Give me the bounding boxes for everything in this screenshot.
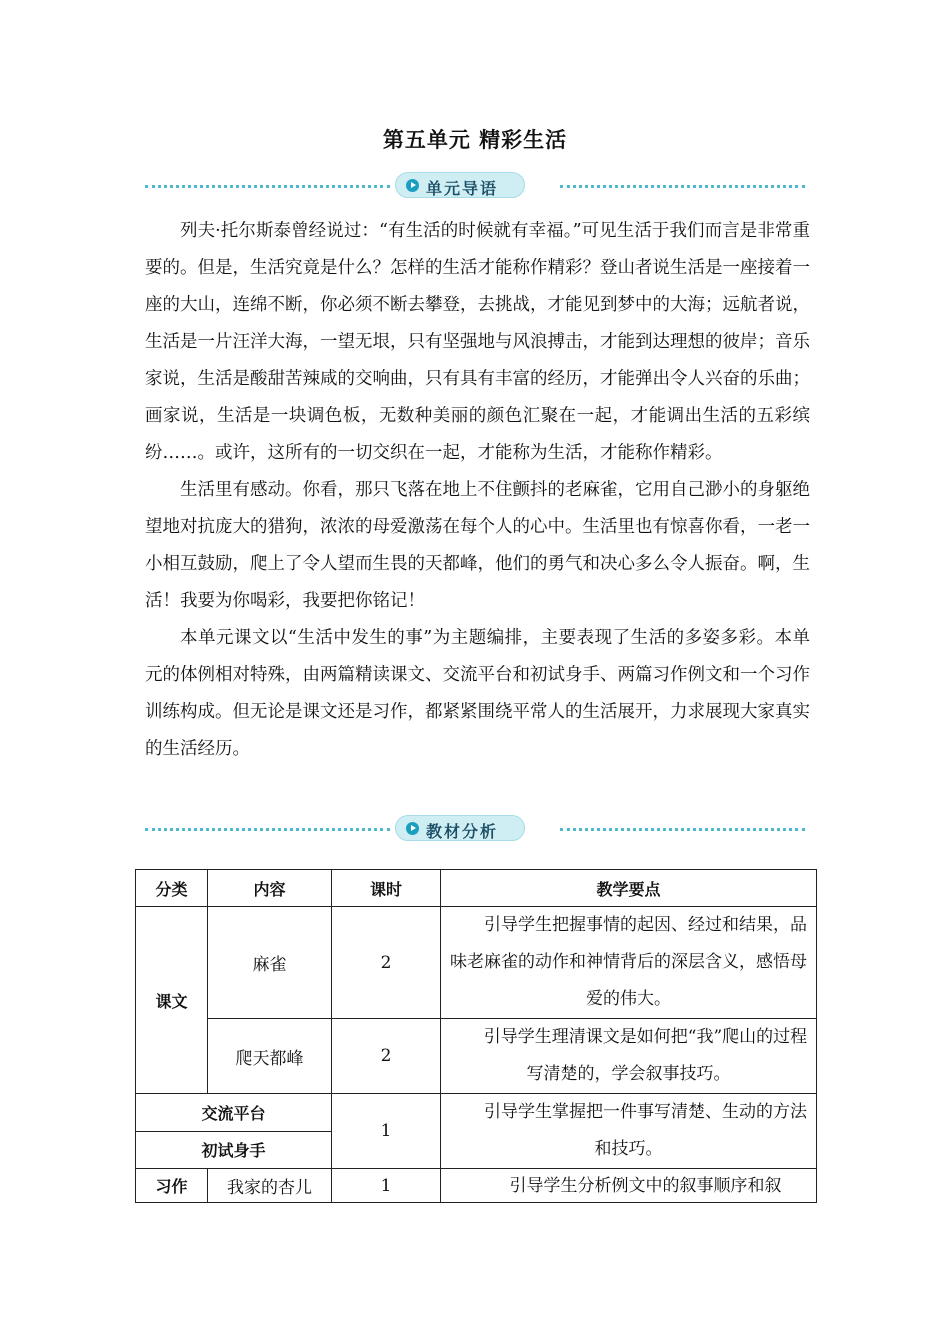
content-cell: 初试身手 [136, 1131, 332, 1169]
section-pill [395, 815, 525, 841]
analysis-table [135, 869, 817, 1203]
hours-cell: 1 [332, 1094, 441, 1169]
header-points: 教学要点 [441, 870, 817, 907]
hours-cell: 2 [332, 1019, 441, 1094]
arrow-right-icon [406, 179, 419, 192]
content-cell: 我家的杏儿 [208, 1169, 332, 1203]
points-text: 引导学生掌握把一件事写清楚、生动的方法和技巧。 [484, 1102, 807, 1159]
points-text: 引导学生把握事情的起因、经过和结果，品味老麻雀的动作和神情背后的深层含义，感悟母爱的伟大。 [450, 915, 807, 1009]
points-cell [441, 1169, 817, 1203]
points-cell [441, 1019, 817, 1094]
section-label: 教材分析 [426, 822, 499, 841]
dotted-divider [560, 185, 805, 188]
dotted-divider [145, 828, 390, 831]
category-cell: 课文 [136, 907, 208, 1094]
header-category: 分类 [136, 870, 208, 907]
header-hours: 课时 [332, 870, 441, 907]
table-header-row [136, 870, 817, 907]
hours-cell: 2 [332, 907, 441, 1019]
section-header-intro [145, 171, 805, 201]
page-title: 第五单元 精彩生活 [382, 128, 568, 152]
paragraph: 列夫·托尔斯泰曾经说过：“有生活的时候就有幸福。”可见生活于我们而言是非常重要的。但是，生活究竟是什么？怎样的生活才能称作精彩？登山者说生活是一座接着一座的大山，连绵不断，你必须不断去攀登，去挑战，才能见到梦中的大海；远航者说，生活是一片汪洋大海，一望无垠，只有坚强地与风浪搏击，才能到达理想的彼岸；音乐家说，生活是酸甜苦辣咸的交响曲，只有具有丰富的经历，才能弹出令人兴奋的乐曲；画家说，生活是一块调色板，无数种美丽的颜色汇聚在一起，才能调出生活的五彩缤纷……。或许，这所有的一切交织在一起，才能称为生活，才能称作精彩。 [145, 221, 810, 463]
points-cell [441, 907, 817, 1019]
content-cell: 交流平台 [136, 1094, 332, 1132]
table-row [136, 907, 817, 1019]
arrow-right-icon [406, 822, 419, 835]
points-cell [441, 1094, 817, 1169]
table-row [136, 1169, 817, 1203]
paragraph: 生活里有感动。你看，那只飞落在地上不住颤抖的老麻雀，它用自己渺小的身躯绝望地对抗庞大的猎狗，浓浓的母爱激荡在每个人的心中。生活里也有惊喜你看，一老一小相互鼓励，爬上了令人望而生畏的天都峰，他们的勇气和决心多么令人振奋。啊，生活！我要为你喝彩，我要把你铭记！ [145, 480, 810, 611]
category-cell: 习作 [136, 1169, 208, 1203]
section-label: 单元导语 [426, 179, 499, 198]
dotted-divider [560, 828, 805, 831]
content-cell: 爬天都峰 [208, 1019, 332, 1094]
section-pill [395, 172, 525, 198]
table-row [136, 1019, 817, 1094]
dotted-divider [145, 185, 390, 188]
hours-cell: 1 [332, 1169, 441, 1203]
points-text: 引导学生理清课文是如何把“我”爬山的过程写清楚的，学会叙事技巧。 [483, 1027, 808, 1084]
points-text: 引导学生分析例文中的叙事顺序和叙 [509, 1175, 782, 1196]
header-content: 内容 [208, 870, 332, 907]
section-header-analysis [145, 814, 805, 844]
intro-text [145, 213, 810, 768]
content-cell: 麻雀 [208, 907, 332, 1019]
paragraph: 本单元课文以“生活中发生的事”为主题编排，主要表现了生活的多姿多彩。本单元的体例相对特殊，由两篇精读课文、交流平台和初试身手、两篇习作例文和一个习作训练构成。但无论是课文还是习作，都紧紧围绕平常人的生活展开，力求展现大家真实的生活经历。 [145, 628, 810, 759]
table-row [136, 1094, 817, 1132]
